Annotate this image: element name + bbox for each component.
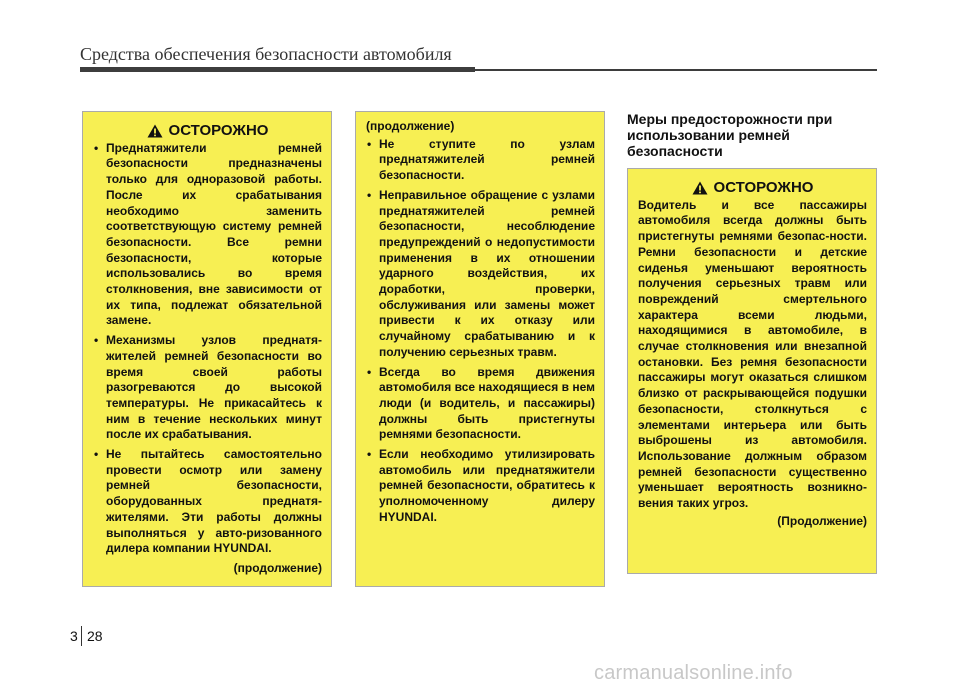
header-rule-thick: [80, 67, 475, 72]
list-item: • Не ступите по узлам преднатяжителей ремней безопасности.: [366, 137, 595, 184]
header-rule-thin: [475, 69, 877, 71]
continued-top-label: (продолжение): [366, 119, 455, 133]
warning-triangle-icon: [147, 124, 163, 138]
watermark: carmanualsonline.info: [594, 662, 793, 684]
list-item: • Не пытайтесь самостоятельно провести осмотр или замену ремней безопасности, оборудованных преднатя-жителями. Эти работы должны выполняться у авто-ризованного дилера компании HYUNDAI.: [93, 447, 322, 557]
page-header-title: Средства обеспечения безопасности автомобиля: [80, 44, 452, 64]
continued-label: (продолжение): [233, 560, 322, 575]
warning-triangle-icon: [692, 181, 708, 195]
continued-label: (Продолжение): [777, 513, 867, 528]
page-number: 28: [87, 628, 103, 644]
caution-box-continued: [355, 111, 605, 587]
list-item: • Всегда во время движения автомобиля все находящиеся в нем люди (и водитель, и пассажиры) должны быть пристегнуты ремнями безопасности.: [366, 365, 595, 444]
caution-list: [366, 137, 595, 526]
caution-list: [93, 141, 322, 557]
caution-box-seatbelts: [627, 168, 877, 574]
caution-title: [93, 123, 322, 139]
page-section-number: 3: [70, 628, 78, 644]
list-item: • Неправильное обращение с узлами преднатяжителей ремней безопасности, несоблюдение предупреждений о недопустимости применения в их отношении ударного воздействия, их доработки, проверки, обслуживания или замены может привести к их отказу или случайному срабатыванию и к получению серьезных травм.: [366, 188, 595, 361]
caution-title-text: ОСТОРОЖНО: [713, 179, 814, 196]
caution-title-text: ОСТОРОЖНО: [168, 122, 269, 139]
caution-box-pretensioners: [82, 111, 332, 587]
caution-title: [638, 180, 867, 196]
list-item: • Преднатяжители ремней безопасности предназначены только для одноразовой работы. После их срабатывания необходимо заменить соответствующую систему ремней безопасности. Все ремни безопасности, которые использовались во время столкновения, вне зависимости от их типа, подлежат обязательной замене.: [93, 141, 322, 329]
list-item: • Механизмы узлов преднатя-жителей ремней безопасности во время своей работы разогреваются до высокой температуры. Не прикасайтесь к ним в течение нескольких минут после их срабатывания.: [93, 333, 322, 443]
section-heading: Меры предосторожности при использовании ремней безопасности: [627, 111, 833, 159]
caution-paragraph: Водитель и все пассажиры автомобиля всегда должны быть пристегнуты ремнями безопас-ности. Ремни безопасности и детские сиденья уменьшают вероятность получения серьезных травм или повреждений смертельного характера всеми людьми, находящимися в автомобиле, в случае столкновения или внезапной остановки. Без ремня безопасности пассажиры могут оказаться слишком близко от раскрывающейся подушки безопасности, столкнуться с элементами интерьера или быть выброшены из автомобиля. Использование должным образом ремней безопасности существенно уменьшает вероятность возникно-вения таких угроз.: [638, 197, 867, 511]
list-item: • Если необходимо утилизировать автомобиль или преднатяжители ремней безопасности, обратитесь к уполномоченному дилеру HYUNDAI.: [366, 447, 595, 526]
page-number-divider: [81, 626, 82, 646]
